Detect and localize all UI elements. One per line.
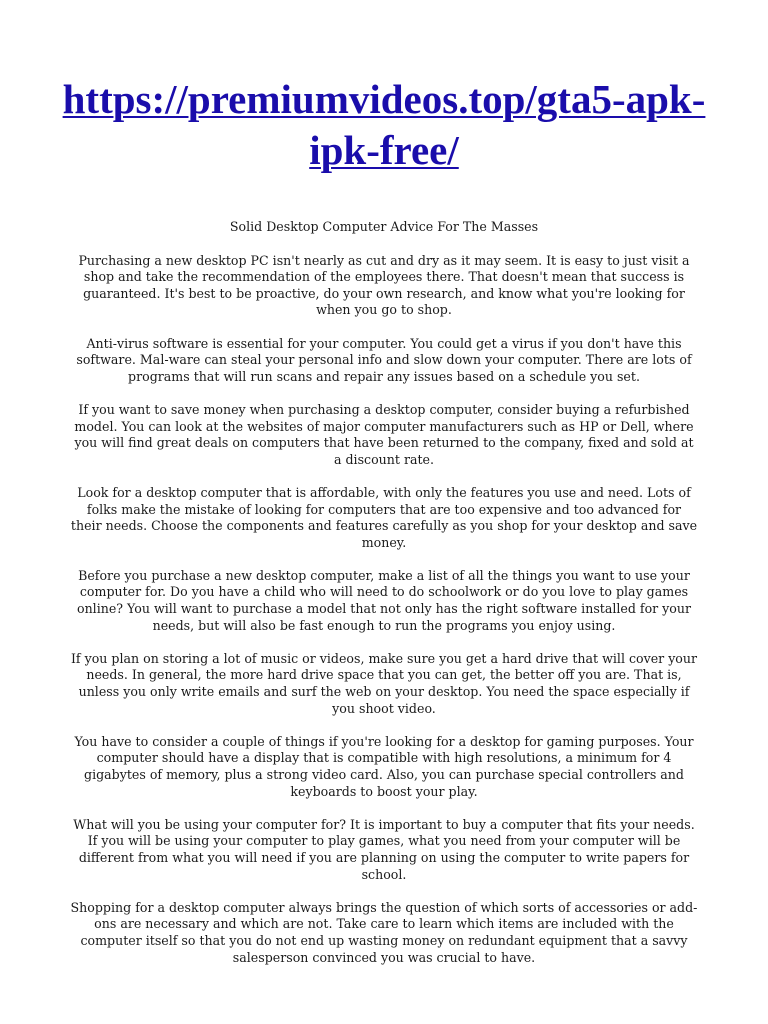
article-title: Solid Desktop Computer Advice For The Masses (229, 219, 539, 234)
paragraph: Anti-virus software is essential for your computer. You could get a virus if you don't have this software. Mal-ware can steal your personal info and slow down your computer. There are lots of programs that will run scans and repair any issues based on a schedule you set. (76, 335, 692, 384)
article-body (70, 219, 698, 983)
paragraph: Purchasing a new desktop PC isn't nearly as cut and dry as it may seem. It is easy to just visit a shop and take the recommendation of the employees there. That doesn't mean that success is guaranteed. It's best to be proactive, do your own research, and know what you're looking for when you go to shop. (78, 252, 690, 318)
title-link[interactable]: https://premiumvideos.top/gta5-apk-ipk-free/ (62, 76, 706, 173)
paragraph: Look for a desktop computer that is affordable, with only the features you use and need. Lots of folks make the mistake of looking for computers that are too expensive and too advanced for their needs. Choose the components and features carefully as you shop for your desktop and save money. (70, 484, 698, 550)
paragraph: If you want to save money when purchasing a desktop computer, consider buying a refurbished model. You can look at the websites of major computer manufacturers such as HP or Dell, where you will find great deals on computers that have been returned to the company, fixed and sold at a discount rate. (74, 401, 694, 467)
paragraph: If you plan on storing a lot of music or videos, make sure you get a hard drive that will cover your needs. In general, the more hard drive space that you can get, the better off you are. That is, unless you only write emails and surf the web on your desktop. You need the space especially if you shoot video. (70, 650, 698, 716)
paragraph: You have to consider a couple of things if you're looking for a desktop for gaming purposes. Your computer should have a display that is compatible with high resolutions, a minimum for 4 gigabytes of memory, plus a strong video card. Also, you can purchase special controllers and keyboards to boost your play. (74, 733, 694, 799)
paragraph: Shopping for a desktop computer always brings the question of which sorts of accessories or add-ons are necessary and which are not. Take care to learn which items are included with the computer itself so that you do not end up wasting money on redundant equipment that a savvy salesperson convinced you was crucial to have. (70, 899, 698, 965)
paragraph: Before you purchase a new desktop computer, make a list of all the things you want to use your computer for. Do you have a child who will need to do schoolwork or do you love to play games online? You will want to purchase a model that not only has the right software installed for your needs, but will also be fast enough to run the programs you enjoy using. (76, 567, 692, 633)
paragraph: What will you be using your computer for? It is important to buy a computer that fits your needs. If you will be using your computer to play games, what you need from your computer will be different from what you will need if you are planning on using the computer to write papers for school. (73, 816, 695, 882)
